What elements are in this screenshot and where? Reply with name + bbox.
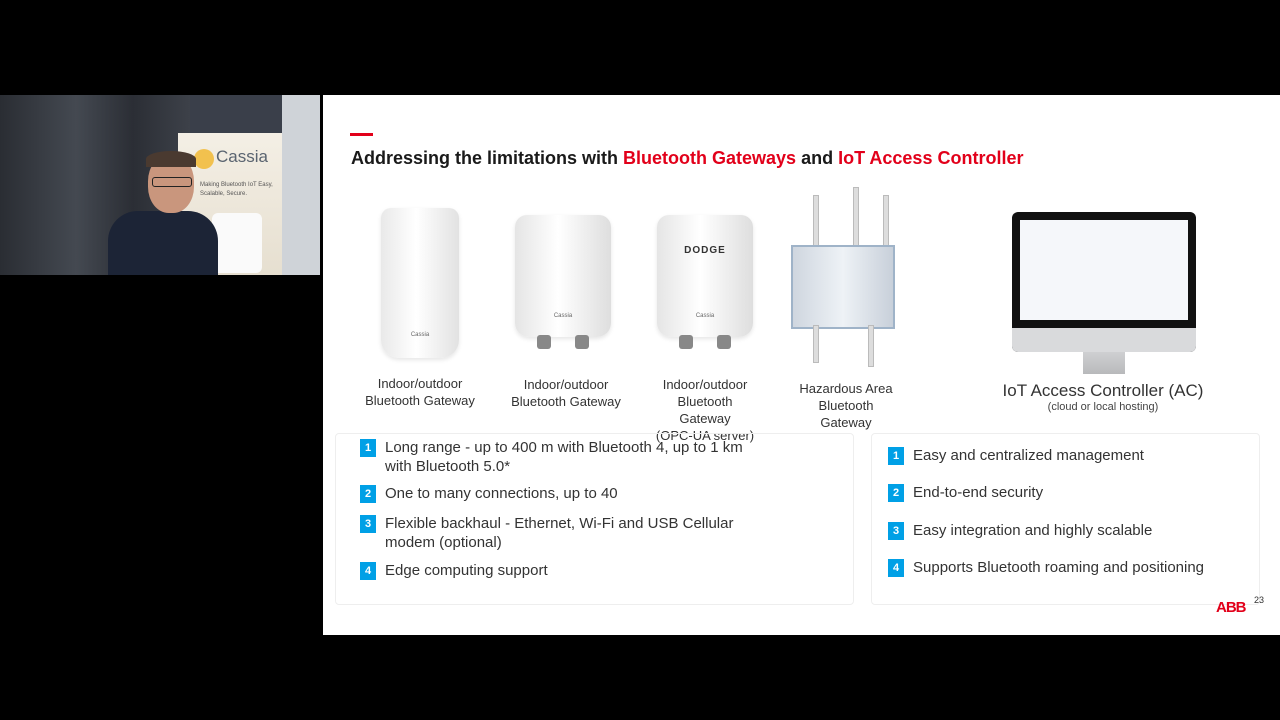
monitor-stand — [1083, 352, 1125, 374]
slide-title: Addressing the limitations with Bluetooth Gateways and IoT Access Controller — [351, 148, 1024, 168]
outdoor-gateway-image — [515, 215, 611, 337]
backdrop-device-image — [212, 213, 262, 273]
product-label: Indoor/outdoor Bluetooth Gateway — [511, 377, 621, 409]
number-badge: 3 — [888, 522, 904, 540]
number-badge: 4 — [360, 562, 376, 580]
list-item: 2 End-to-end security — [888, 483, 1268, 502]
backdrop-brand: Cassia — [216, 147, 268, 166]
list-item: 4 Edge computing support — [360, 561, 800, 580]
dashboard-screenshot — [1020, 220, 1188, 320]
access-controller-monitor-image — [1012, 212, 1196, 352]
participant-name-label: Ven Krueger — [0, 0, 89, 17]
list-item: 4 Supports Bluetooth roaming and positioning — [888, 558, 1273, 577]
backdrop-tagline: Making Bluetooth IoT Easy, Scalable, Secure. — [200, 182, 273, 197]
product-label: Indoor/outdoor Bluetooth Gateway — [365, 376, 475, 408]
number-badge: 3 — [360, 515, 376, 533]
product-label: Indoor/outdoor Bluetooth Gateway (OPC-UA server) — [655, 377, 755, 443]
dodge-brand-mark: DODGE — [684, 245, 726, 256]
list-item: 1 Long range - up to 400 m with Bluetooth 4, up to 1 km with Bluetooth 5.0* — [360, 438, 760, 476]
number-badge: 1 — [888, 447, 904, 465]
access-controller-caption — [983, 381, 1223, 413]
shared-slide — [323, 95, 1280, 635]
list-item: 3 Flexible backhaul - Ethernet, Wi-Fi and USB Cellular modem (optional) — [360, 514, 780, 552]
indoor-outdoor-gateway-image — [381, 208, 459, 358]
number-badge: 2 — [360, 485, 376, 503]
page-number: 23 — [1254, 595, 1265, 605]
number-badge: 2 — [888, 484, 904, 502]
access-controller-title: IoT Access Controller (AC) — [1002, 381, 1204, 400]
list-item: 1 Easy and centralized management — [888, 446, 1268, 465]
background-cabinet — [282, 95, 320, 275]
presenter — [108, 155, 218, 275]
participant-video-tile[interactable] — [0, 95, 320, 275]
access-controller-subtitle: (cloud or local hosting) — [1047, 401, 1159, 413]
opc-ua-gateway-image — [657, 215, 753, 337]
device-brand-mark: Cassia — [410, 332, 430, 338]
title-highlight-controller: IoT Access Controller — [838, 148, 1024, 168]
title-highlight-gateways: Bluetooth Gateways — [623, 148, 797, 168]
product-label: Hazardous Area Bluetooth Gateway — [799, 381, 893, 430]
device-brand-mark: Cassia — [695, 313, 715, 319]
abb-logo: ABB — [1216, 599, 1246, 616]
list-item: 2 One to many connections, up to 40 — [360, 484, 800, 503]
number-badge: 4 — [888, 559, 904, 577]
list-item: 3 Easy integration and highly scalable — [888, 521, 1268, 540]
device-brand-mark: Cassia — [553, 313, 573, 319]
number-badge: 1 — [360, 439, 376, 457]
title-accent-bar — [350, 133, 373, 136]
